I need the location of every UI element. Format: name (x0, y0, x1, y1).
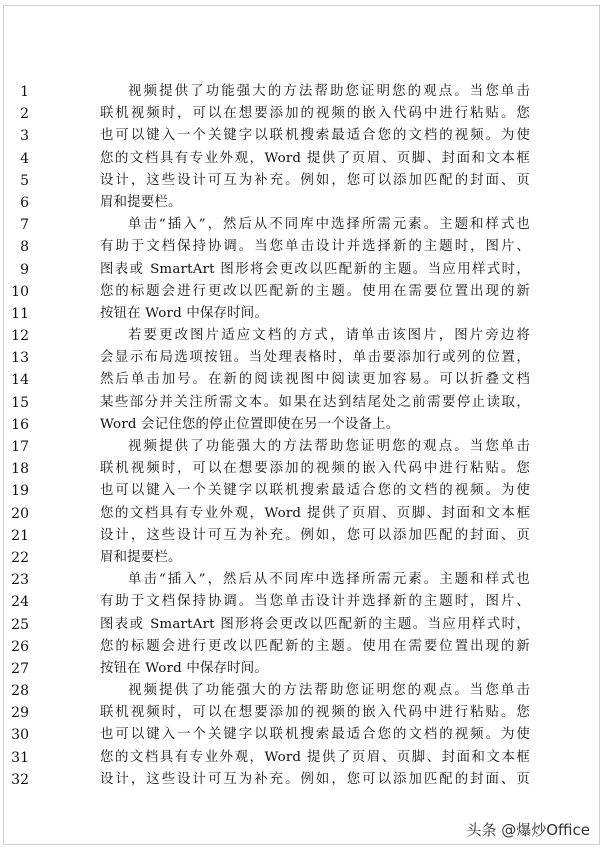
text-line (11, 392, 530, 414)
line-number: 21 (11, 527, 29, 544)
line-text: 您的标题会进行更改以匹配新的主题。使用在需要位置出现的新 (100, 283, 530, 299)
line-number: 14 (11, 372, 29, 389)
text-line (11, 636, 530, 658)
text-line (11, 281, 530, 303)
text-line (11, 369, 530, 391)
text-line (20, 259, 530, 281)
text-line (11, 525, 530, 547)
watermark: 头条 @爆炒Office (466, 821, 590, 839)
line-number: 13 (11, 350, 29, 367)
text-line (20, 103, 530, 125)
line-number: 30 (11, 727, 29, 744)
line-number: 10 (11, 283, 29, 300)
line-text: 您的文档具有专业外观，Word 提供了页眉、页脚、封面和文本框 (100, 150, 530, 166)
text-line (11, 480, 530, 502)
line-number: 19 (11, 483, 29, 500)
line-text: 联机视频时，可以在想要添加的视频的嵌入代码中进行粘贴。您 (100, 461, 530, 477)
line-text: 设计，这些设计可互为补充。例如，您可以添加匹配的封面、页 (100, 527, 530, 543)
line-text: 然后单击加号。在新的阅读视图中阅读更加容易。可以折叠文档 (100, 372, 530, 388)
line-text: 有助于文档保持协调。当您单击设计并选择新的主题时，图片、 (100, 239, 530, 255)
line-text: 图表或 SmartArt 图形将会更改以匹配新的主题。当应用样式时， (100, 616, 530, 632)
line-text: 有助于文档保持协调。当您单击设计并选择新的主题时，图片、 (100, 594, 530, 610)
text-line (20, 81, 530, 103)
line-text: 设计，这些设计可互为补充。例如，您可以添加匹配的封面、页 (100, 172, 530, 188)
line-text: Word 会记住您的停止位置即使在另一个设备上。 (100, 416, 400, 432)
line-number: 11 (11, 305, 29, 322)
line-number: 32 (11, 771, 29, 788)
line-number: 20 (11, 505, 29, 522)
text-line (20, 125, 530, 147)
line-text: 联机视频时，可以在想要添加的视频的嵌入代码中进行粘贴。您 (100, 106, 530, 122)
line-number: 4 (20, 150, 29, 167)
text-line (11, 591, 530, 613)
line-text: 某些部分并关注所需文本。如果在达到结尾处之前需要停止读取， (100, 394, 530, 410)
line-number: 28 (11, 683, 29, 700)
line-number: 2 (20, 106, 29, 123)
text-line (20, 170, 530, 192)
text-line (11, 458, 530, 480)
line-number: 7 (20, 217, 29, 234)
text-line (20, 236, 530, 258)
line-number: 3 (20, 128, 29, 145)
text-line (11, 547, 529, 569)
line-text: 您的文档具有专业外观，Word 提供了页眉、页脚、封面和文本框 (100, 749, 530, 765)
text-line (11, 658, 529, 680)
document-page (3, 5, 600, 845)
line-text: 也可以键入一个关键字以联机搜索最适合您的文档的视频。为使 (100, 727, 530, 743)
line-text: 也可以键入一个关键字以联机搜索最适合您的文档的视频。为使 (100, 483, 530, 499)
line-text: 图表或 SmartArt 图形将会更改以匹配新的主题。当应用样式时， (100, 261, 530, 277)
text-line (11, 724, 530, 746)
text-line (11, 680, 530, 702)
line-number: 15 (11, 394, 29, 411)
line-text: 眉和提要栏。 (100, 194, 182, 210)
text-line (20, 148, 530, 170)
line-number: 31 (11, 749, 29, 766)
line-text: 您的文档具有专业外观，Word 提供了页眉、页脚、封面和文本框 (100, 505, 530, 521)
line-text: 按钮在 Word 中保存时间。 (100, 305, 268, 321)
line-number: 25 (11, 616, 29, 633)
line-text: 单击“插入”，然后从不同库中选择所需元素。主题和样式也 (128, 572, 530, 588)
text-line (11, 747, 530, 769)
line-number: 12 (11, 328, 29, 345)
line-number: 8 (20, 239, 29, 256)
line-text: 也可以键入一个关键字以联机搜索最适合您的文档的视频。为使 (100, 128, 530, 144)
text-line (11, 436, 530, 458)
line-text: 若要更改图片适应文档的方式，请单击该图片，图片旁边将 (128, 328, 530, 344)
line-text: 视频提供了功能强大的方法帮助您证明您的观点。当您单击 (128, 683, 530, 699)
text-line (11, 414, 529, 436)
line-text: 会显示布局选项按钮。当处理表格时，单击要添加行或列的位置， (100, 350, 530, 366)
text-line (11, 503, 530, 525)
line-number: 26 (11, 638, 29, 655)
line-number: 23 (11, 572, 29, 589)
line-number: 22 (11, 549, 29, 566)
line-text: 设计，这些设计可互为补充。例如，您可以添加匹配的封面、页 (100, 771, 530, 787)
line-number: 1 (20, 84, 29, 100)
line-numbered-text (11, 81, 530, 791)
line-number: 27 (11, 660, 29, 677)
text-line (20, 192, 529, 214)
line-text: 您的标题会进行更改以匹配新的主题。使用在需要位置出现的新 (100, 638, 530, 654)
text-line (11, 569, 530, 591)
text-line (11, 347, 530, 369)
line-number: 17 (11, 439, 29, 455)
line-number: 29 (11, 705, 29, 722)
line-text: 联机视频时，可以在想要添加的视频的嵌入代码中进行粘贴。您 (100, 705, 530, 721)
line-number: 24 (11, 594, 29, 611)
text-line (11, 769, 530, 791)
line-number: 9 (20, 261, 29, 278)
line-number: 16 (11, 416, 29, 433)
text-line (11, 325, 530, 347)
line-text: 按钮在 Word 中保存时间。 (100, 660, 268, 676)
text-line (20, 214, 530, 236)
text-line (11, 303, 529, 325)
line-text: 视频提供了功能强大的方法帮助您证明您的观点。当您单击 (128, 84, 530, 99)
line-text: 眉和提要栏。 (100, 549, 182, 565)
line-number: 6 (20, 194, 29, 211)
line-number: 18 (11, 461, 29, 478)
text-line (11, 702, 530, 724)
text-line (11, 614, 530, 636)
line-number: 5 (20, 172, 29, 189)
line-text: 视频提供了功能强大的方法帮助您证明您的观点。当您单击 (128, 439, 530, 454)
line-text: 单击“插入”，然后从不同库中选择所需元素。主题和样式也 (128, 217, 530, 233)
